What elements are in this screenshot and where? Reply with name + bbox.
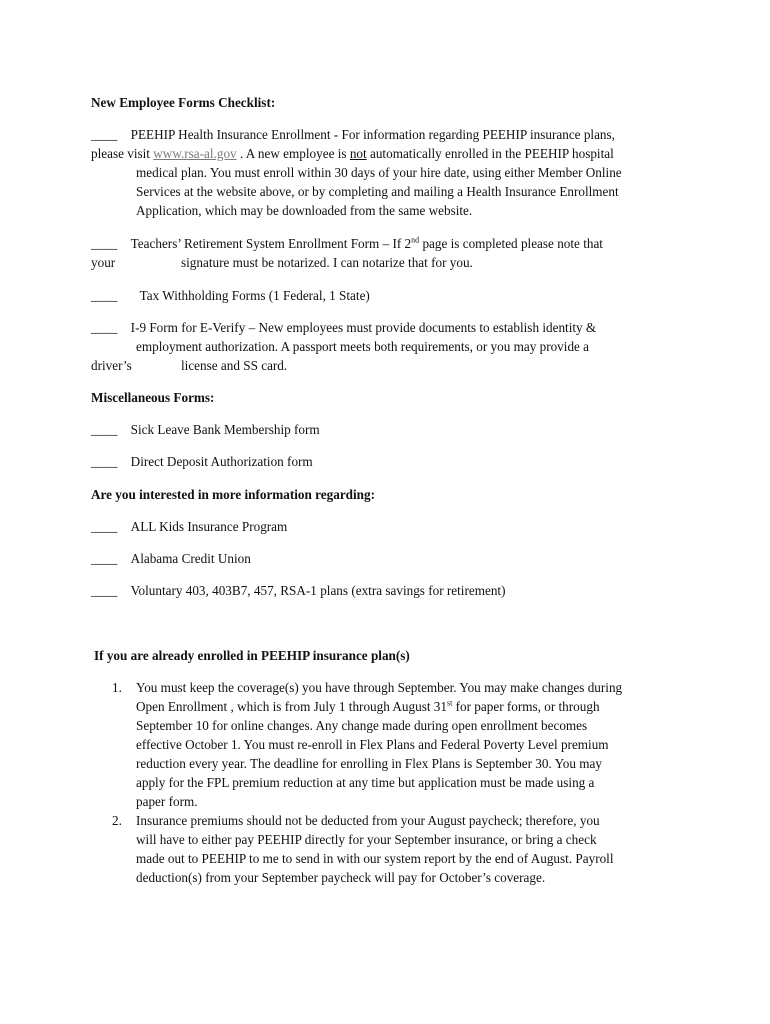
interest-item-label: ALL Kids Insurance Program	[130, 519, 288, 534]
enrolled-item1-line-6: apply for the FPL premium reduction at any time but application must be made using a	[136, 775, 595, 790]
checkbox-blank[interactable]: ____	[91, 583, 118, 598]
interest-item-label: Alabama Credit Union	[130, 551, 251, 566]
interest-item	[91, 549, 251, 568]
trs-text-1b: page is completed please note that	[419, 236, 603, 251]
checklist-title: New Employee Forms Checklist:	[91, 95, 276, 110]
trs-superscript: nd	[411, 235, 420, 245]
interest-item	[91, 581, 505, 600]
enrolled-item1-line-3: September 10 for online changes. Any change made during open enrollment becomes	[136, 718, 588, 733]
enrolled-item2-line-2: will have to either pay PEEHIP directly for your September insurance, or bring a check	[136, 832, 597, 847]
rsa-website-link[interactable]: www.rsa-al.gov	[153, 146, 237, 161]
peehip-line-5: Application, which may be downloaded from the same website.	[136, 203, 473, 218]
enrolled-item1-line-1: You must keep the coverage(s) you have through September. You may make changes during	[136, 680, 623, 695]
enrolled-item2-line-3: made out to PEEHIP to me to send in with our system report by the end of August. Payroll	[136, 851, 614, 866]
checkbox-blank[interactable]: ____	[91, 551, 118, 566]
checkbox-blank[interactable]: ____	[91, 422, 118, 437]
checkbox-blank[interactable]: ____	[91, 288, 118, 303]
checkbox-blank[interactable]: ____	[91, 320, 118, 335]
i9-line-3: license and SS card.	[181, 358, 288, 373]
peehip-not-emphasis: not	[349, 146, 367, 161]
tax-text: Tax Withholding Forms (1 Federal, 1 State)	[139, 288, 370, 303]
trs-line-2: signature must be notarized. I can notarize that for you.	[181, 255, 473, 270]
misc-item	[91, 420, 320, 439]
peehip-text-2b: . A new employee is	[236, 146, 350, 161]
peehip-text-1: PEEHIP Health Insurance Enrollment - For information regarding PEEHIP insurance plans,	[130, 127, 615, 142]
i9-line-2: employment authorization. A passport meets both requirements, or you may provide a	[136, 339, 590, 354]
i9-line-1	[91, 318, 596, 337]
checkbox-blank[interactable]: ____	[91, 236, 118, 251]
enrolled-item1-line-7: paper form.	[136, 794, 198, 809]
enrolled-item1-line-4: effective October 1. You must re-enroll in Flex Plans and Federal Poverty Level premium	[136, 737, 609, 752]
enrolled-item1-line-2	[136, 697, 600, 716]
enrolled-item1-text-2b: for paper forms, or through	[452, 699, 600, 714]
checkbox-blank[interactable]: ____	[91, 519, 118, 534]
checkbox-blank[interactable]: ____	[91, 454, 118, 469]
trs-your: your	[91, 255, 116, 270]
enrolled-item1-superscript: st	[446, 698, 453, 708]
enrolled-item1-line-5: reduction every year. The deadline for enrolling in Flex Plans is September 30. You may	[136, 756, 602, 771]
interest-title: Are you interested in more information regarding:	[91, 487, 375, 502]
peehip-line-2	[91, 144, 614, 163]
peehip-text-2a: please visit	[91, 146, 150, 161]
i9-text-1: I-9 Form for E-Verify – New employees must provide documents to establish identity &	[130, 320, 597, 335]
misc-item-label: Sick Leave Bank Membership form	[130, 422, 320, 437]
enrolled-title: If you are already enrolled in PEEHIP insurance plan(s)	[94, 648, 410, 663]
enrolled-item2-line-4: deduction(s) from your September paycheck will pay for October’s coverage.	[136, 870, 546, 885]
trs-text-1a: Teachers’ Retirement System Enrollment Form – If 2	[130, 236, 412, 251]
misc-item	[91, 452, 313, 471]
i9-drivers: driver’s	[91, 358, 132, 373]
peehip-line-1	[91, 125, 615, 144]
interest-item	[91, 517, 287, 536]
list-number-2: 2.	[112, 813, 122, 828]
list-number-1: 1.	[112, 680, 122, 695]
interest-item-label: Voluntary 403, 403B7, 457, RSA-1 plans (extra savings for retirement)	[130, 583, 506, 598]
trs-line-1	[91, 234, 603, 253]
enrolled-item2-line-1: Insurance premiums should not be deducted from your August paycheck; therefore, you	[136, 813, 600, 828]
enrolled-item1-text-2a: Open Enrollment , which is from July 1 through August 31	[136, 699, 447, 714]
tax-line	[91, 286, 370, 305]
peehip-line-4: Services at the website above, or by completing and mailing a Health Insurance Enrollment	[136, 184, 619, 199]
peehip-text-2c: automatically enrolled in the PEEHIP hospital	[366, 146, 614, 161]
checkbox-blank[interactable]: ____	[91, 127, 118, 142]
peehip-line-3: medical plan. You must enroll within 30 days of your hire date, using either Member Online	[136, 165, 622, 180]
misc-title: Miscellaneous Forms:	[91, 390, 215, 405]
misc-item-label: Direct Deposit Authorization form	[130, 454, 313, 469]
